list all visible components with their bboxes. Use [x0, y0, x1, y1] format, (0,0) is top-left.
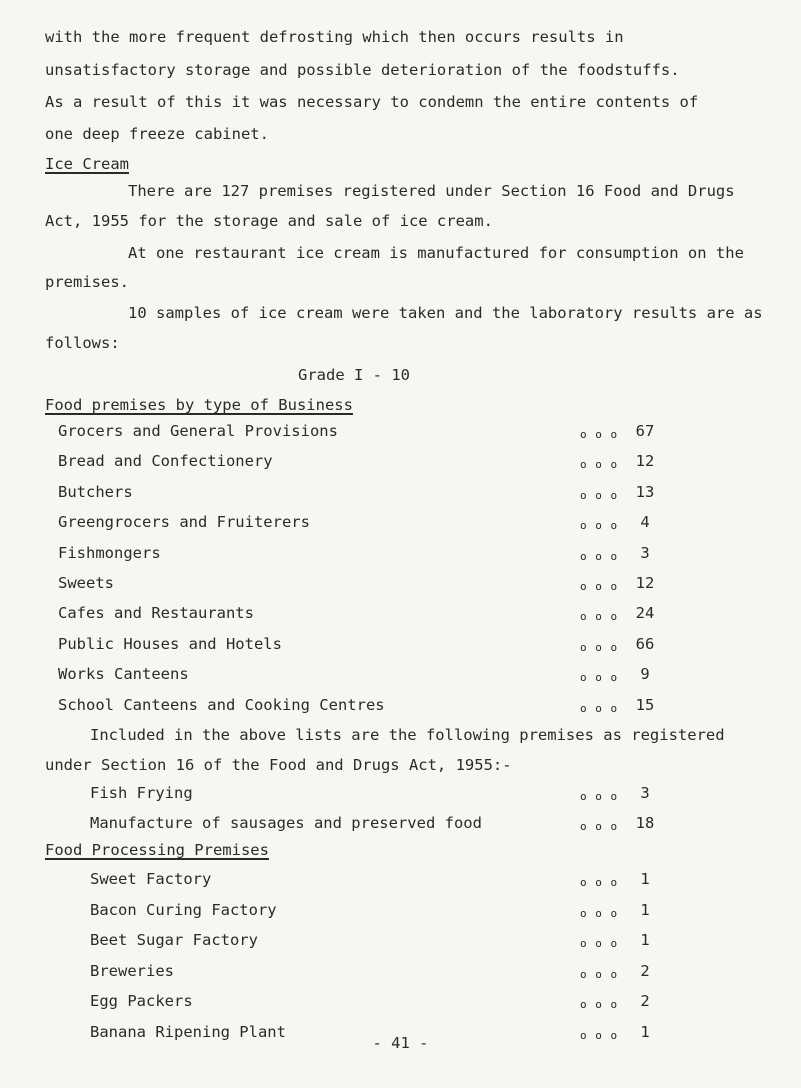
list-item: [0, 696, 801, 720]
dot-leader: o o o: [580, 580, 619, 593]
item-label: Bacon Curing Factory: [90, 900, 277, 919]
list-item: [0, 814, 801, 838]
dot-leader: o o o: [580, 519, 619, 533]
item-label: Grocers and General Provisions: [58, 422, 338, 440]
dot-leader: o o o: [580, 820, 619, 833]
item-count: 66: [635, 634, 655, 653]
list-item: [0, 635, 801, 659]
paragraph-line: with the more frequent defrosting which then occurs results in: [45, 28, 624, 46]
dot-leader: o o o: [580, 640, 619, 654]
list-item: [0, 784, 801, 808]
paragraph-line: Act, 1955 for the storage and sale of ice cream.: [45, 212, 493, 230]
page-number: - 41 -: [372, 1034, 429, 1052]
included-text: under Section 16 of the Food and Drugs Act, 1955:-: [45, 756, 512, 774]
dot-leader: o o o: [580, 488, 619, 502]
paragraph-line: As a result of this it was necessary to condemn the entire contents of: [45, 93, 699, 111]
item-count: 12: [635, 452, 655, 471]
item-count: 12: [635, 574, 655, 592]
item-count: 1: [640, 900, 650, 919]
dot-leader: o o o: [580, 998, 619, 1011]
item-label: Egg Packers: [90, 992, 193, 1010]
item-count: 4: [640, 513, 650, 532]
paragraph-line: one deep freeze cabinet.: [45, 125, 269, 143]
item-label: Fish Frying: [90, 784, 193, 802]
paragraph-line: follows:: [45, 334, 120, 352]
dot-leader: o o o: [580, 671, 619, 685]
dot-leader: o o o: [580, 937, 619, 950]
paragraph-line: At one restaurant ice cream is manufactured for consumption on the: [128, 244, 744, 262]
dot-leader: o o o: [580, 428, 619, 441]
list-item: [0, 870, 801, 894]
item-count: 3: [640, 543, 650, 562]
included-text: Included in the above lists are the following premises as registered: [90, 726, 725, 744]
item-label: Bread and Confectionery: [58, 452, 273, 471]
item-count: 24: [635, 604, 655, 623]
item-label: Breweries: [90, 961, 174, 980]
list-item: [0, 962, 801, 986]
list-item: [0, 604, 801, 628]
item-label: School Canteens and Cooking Centres: [58, 695, 385, 714]
list-item: [0, 483, 801, 507]
list-item: [0, 452, 801, 476]
list-item: [0, 574, 801, 598]
list-item: [0, 992, 801, 1016]
item-count: 15: [635, 695, 655, 714]
item-label: Sweet Factory: [90, 870, 212, 888]
item-count: 1: [640, 1022, 650, 1041]
list-item: [0, 544, 801, 568]
list-item: [0, 422, 801, 446]
item-label: Manufacture of sausages and preserved food: [90, 814, 482, 832]
item-count: 3: [640, 784, 650, 802]
premises-heading: Food premises by type of Business: [45, 396, 353, 414]
item-label: Sweets: [58, 574, 114, 592]
dot-leader: o o o: [580, 458, 619, 472]
paragraph-line: 10 samples of ice cream were taken and the laboratory results are as: [128, 304, 763, 322]
item-label: Fishmongers: [58, 543, 161, 562]
paragraph-line: unsatisfactory storage and possible deterioration of the foodstuffs.: [45, 61, 680, 79]
list-item: [0, 665, 801, 689]
dot-leader: o o o: [580, 701, 619, 715]
ice-cream-heading: Ice Cream: [45, 155, 129, 173]
dot-leader: o o o: [580, 906, 619, 920]
list-item: [0, 513, 801, 537]
item-count: 67: [635, 422, 655, 440]
paragraph-line: premises.: [45, 273, 129, 291]
item-count: 2: [640, 961, 650, 980]
dot-leader: o o o: [580, 876, 619, 889]
paragraph-line: There are 127 premises registered under Section 16 Food and Drugs: [128, 182, 735, 200]
list-item: [0, 931, 801, 955]
processing-heading: Food Processing Premises: [45, 841, 269, 859]
item-label: Beet Sugar Factory: [90, 931, 258, 949]
grade-result: Grade I - 10: [298, 366, 410, 384]
item-count: 18: [635, 814, 655, 832]
item-count: 13: [635, 482, 655, 501]
dot-leader: o o o: [580, 610, 619, 624]
item-label: Public Houses and Hotels: [58, 634, 282, 653]
item-label: Greengrocers and Fruiterers: [58, 513, 310, 532]
dot-leader: o o o: [580, 1028, 619, 1042]
dot-leader: o o o: [580, 967, 619, 981]
item-label: Butchers: [58, 482, 133, 501]
list-item: [0, 901, 801, 925]
item-label: Works Canteens: [58, 665, 189, 684]
item-count: 9: [640, 665, 650, 684]
dot-leader: o o o: [580, 549, 619, 563]
item-count: 2: [640, 992, 650, 1010]
item-count: 1: [640, 931, 650, 949]
item-label: Banana Ripening Plant: [90, 1022, 286, 1041]
item-count: 1: [640, 870, 650, 888]
item-label: Cafes and Restaurants: [58, 604, 254, 623]
dot-leader: o o o: [580, 790, 619, 803]
